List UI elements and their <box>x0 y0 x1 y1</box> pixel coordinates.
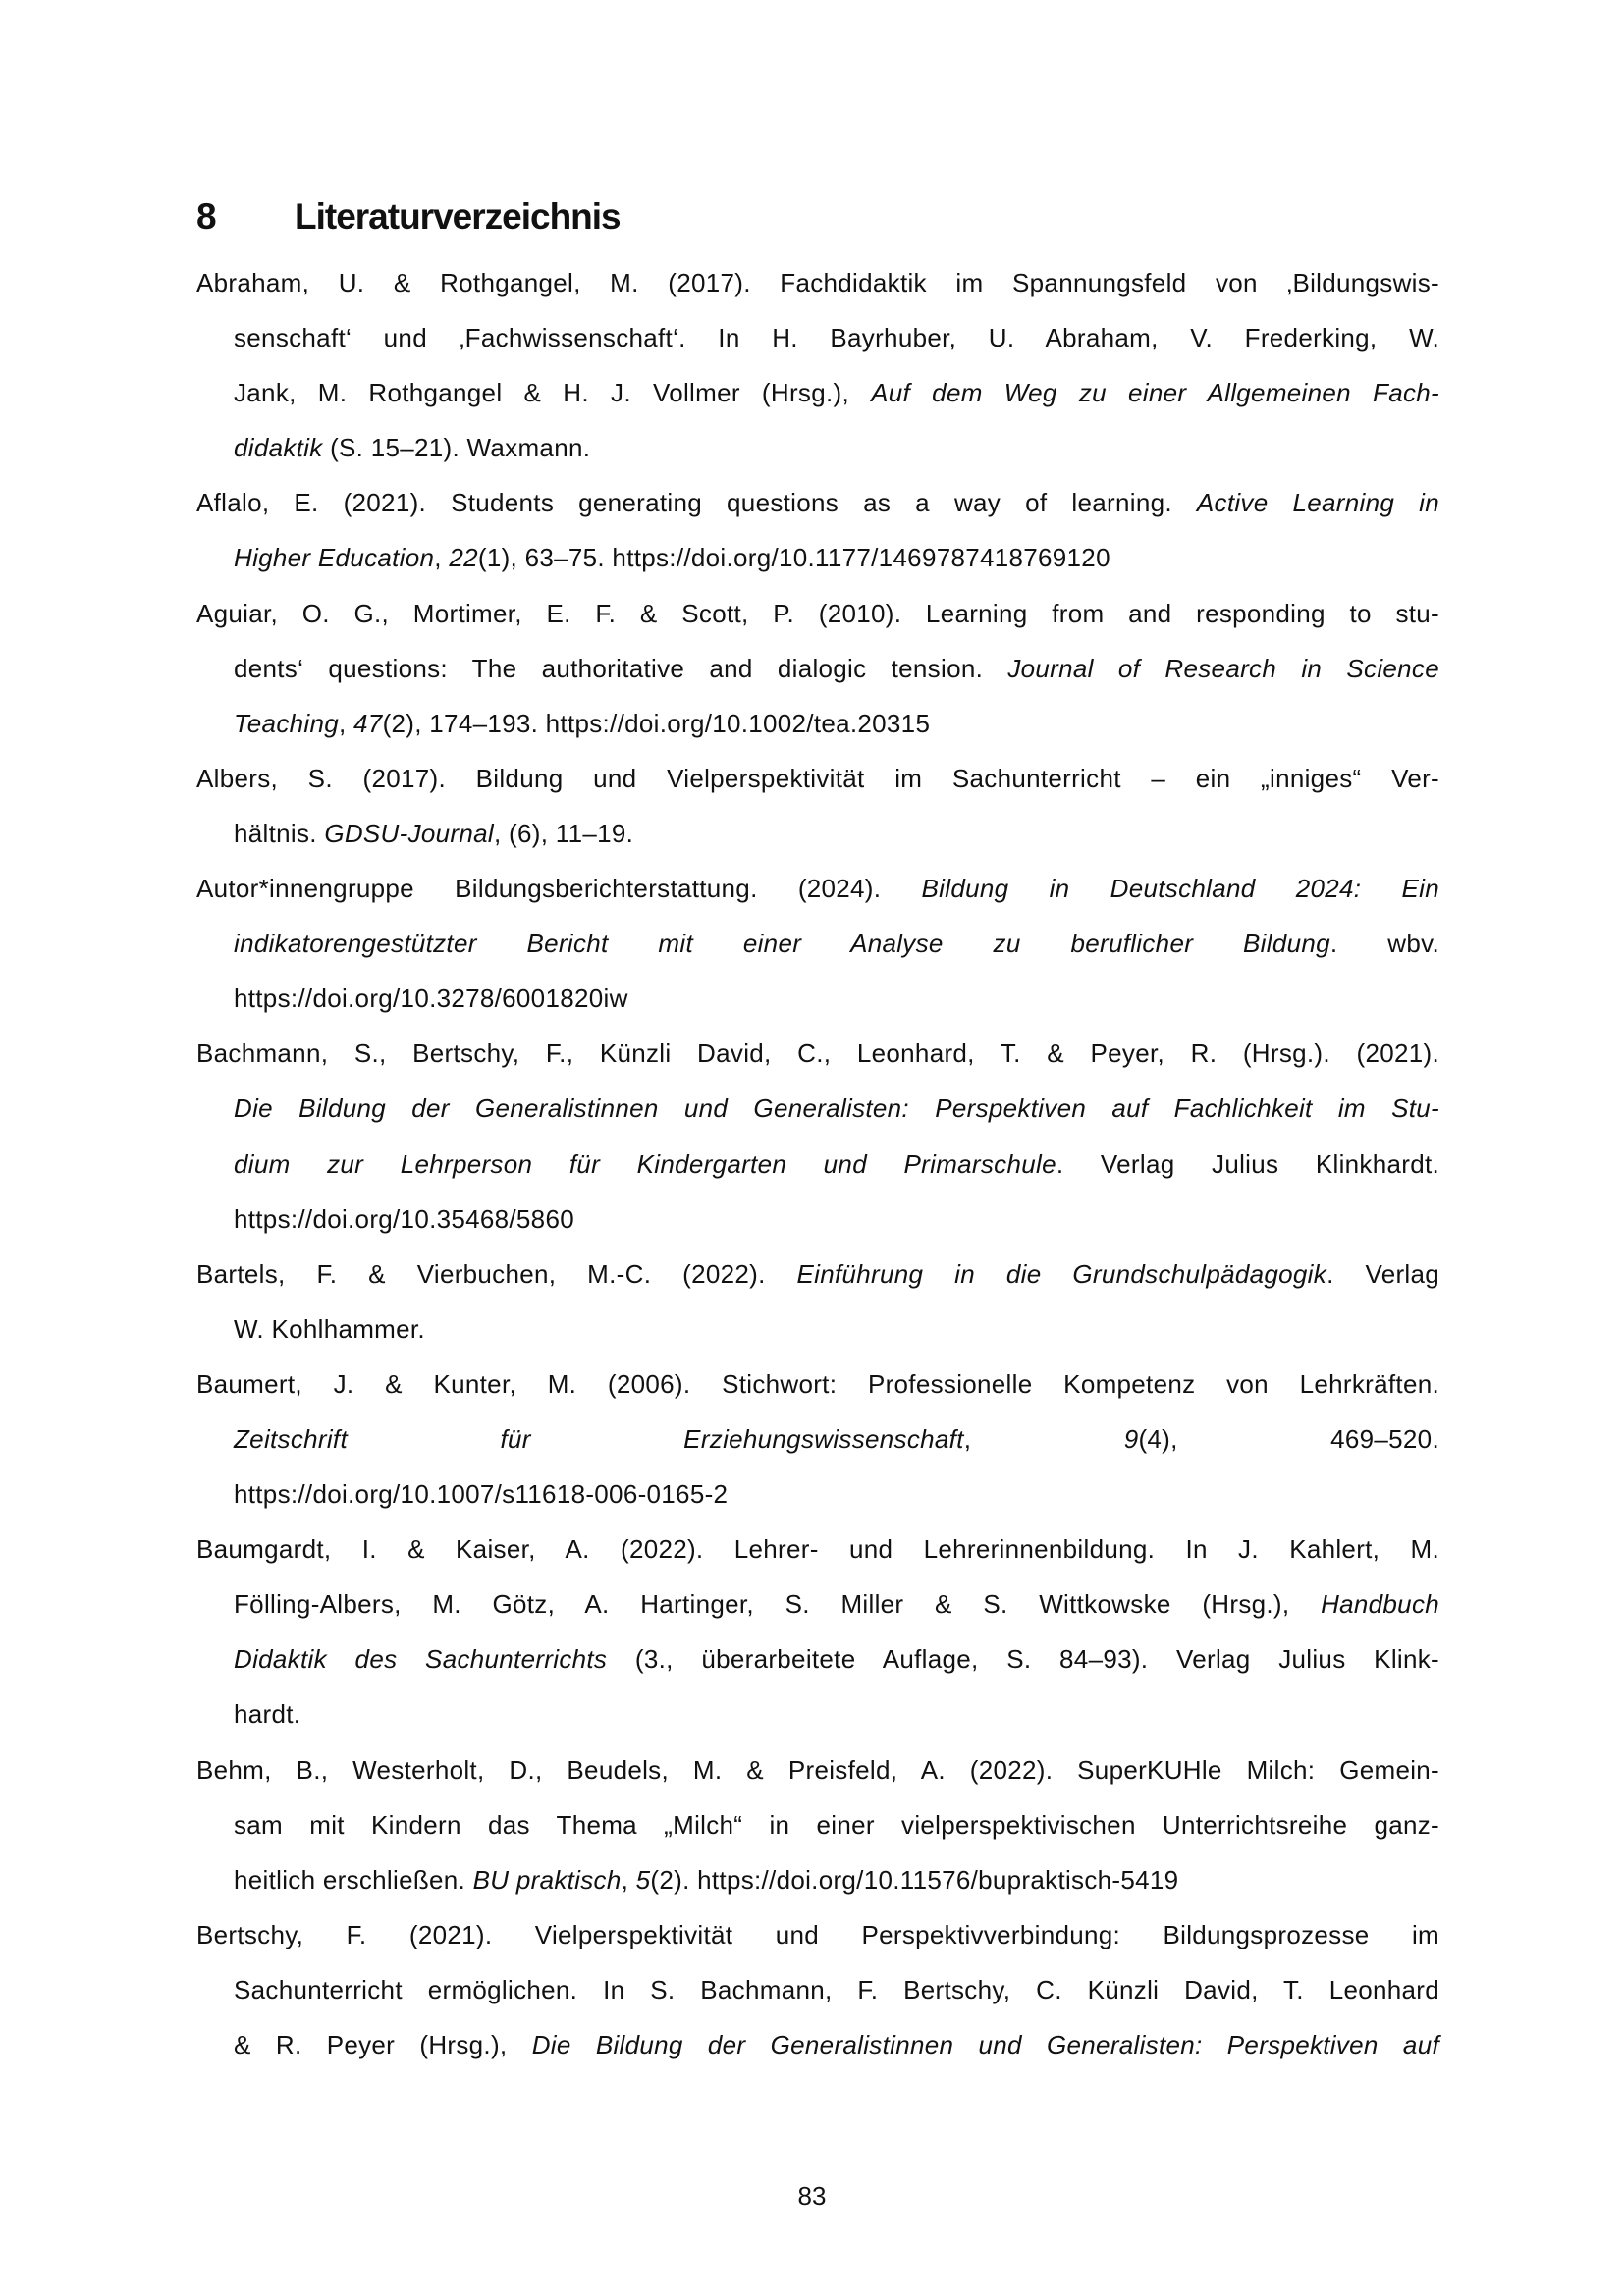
reference-text: Baumgardt, I. & Kaiser, A. (2022). Lehrer- und Lehrerinnenbildung. In J. Kahlert, M. <box>196 1534 1439 1565</box>
reference-text: Behm, B., Westerholt, D., Beudels, M. & Preisfeld, A. (2022). SuperKUHle Milch: Gemein- <box>196 1754 1439 1785</box>
reference-text: Albers, S. (2017). Bildung und Vielperspektivität im Sachunterricht – ein „inniges“ Ver- <box>196 763 1439 793</box>
reference-entry <box>196 861 1439 1026</box>
section-number: 8 <box>196 196 216 237</box>
reference-text: & R. Peyer (Hrsg.), <box>234 2030 532 2059</box>
reference-line <box>234 916 1439 971</box>
reference-entry <box>196 1522 1439 1741</box>
reference-line <box>234 1412 1439 1467</box>
italic-text: dium zur Lehrperson für Kindergarten und Primarschule <box>234 1148 1056 1179</box>
reference-line <box>234 1192 1439 1247</box>
reference-text: Aguiar, O. G., Mortimer, E. F. & Scott, P. (2010). Learning from and responding to stu- <box>196 598 1439 628</box>
reference-text: Bertschy, F. (2021). Vielperspektivität und Perspektivverbindung: Bildungsprozesse im <box>196 1919 1439 1949</box>
reference-entry <box>196 255 1439 475</box>
reference-line <box>234 1631 1439 1686</box>
reference-text: Bartels, F. & Vierbuchen, M.-C. (2022). <box>196 1258 797 1289</box>
reference-line <box>234 420 1439 475</box>
reference-text: hältnis. <box>234 818 325 848</box>
reference-text: Abraham, U. & Rothgangel, M. (2017). Fachdidaktik im Spannungsfeld von ‚Bildungswis- <box>196 268 1439 297</box>
reference-text: , (6), 11–19. <box>493 818 634 848</box>
reference-line <box>196 1522 1439 1576</box>
italic-text: Didaktik des Sachunterrichts <box>234 1644 608 1675</box>
reference-entry <box>196 1357 1439 1522</box>
reference-entry <box>196 475 1439 585</box>
italic-text: Journal of Research in Science <box>1007 653 1439 683</box>
reference-line <box>196 751 1439 806</box>
reference-text: W. Kohlhammer. <box>234 1313 425 1344</box>
italic-text: Handbuch <box>1321 1589 1439 1620</box>
reference-line <box>196 586 1439 641</box>
reference-text: . wbv. <box>1329 929 1439 959</box>
reference-line <box>234 1137 1439 1192</box>
reference-line <box>234 641 1439 696</box>
reference-line <box>196 1247 1439 1302</box>
reference-line <box>234 1852 1439 1907</box>
italic-text: Einführung in die Grundschulpädagogik <box>796 1258 1327 1289</box>
reference-text: , <box>338 708 354 738</box>
italic-text: Bildung in Deutschland 2024: Ein <box>921 874 1439 904</box>
reference-line <box>234 1576 1439 1631</box>
italic-text: 9 <box>1123 1423 1139 1454</box>
reference-list <box>196 255 1439 2072</box>
italic-text: Higher Education <box>234 543 435 573</box>
reference-text: (S. 15–21). Waxmann. <box>322 433 591 463</box>
reference-text: sam mit Kindern das Thema „Milch“ in einer vielperspektivischen Unterrichtsreihe ganz- <box>234 1809 1439 1840</box>
reference-line <box>234 1081 1439 1136</box>
reference-entry <box>196 1247 1439 1357</box>
reference-entry <box>196 751 1439 861</box>
italic-text: GDSU-Journal <box>324 818 494 848</box>
italic-text: BU praktisch <box>472 1864 622 1895</box>
italic-text: Zeitschrift für Erziehungswissenschaft <box>234 1423 964 1454</box>
reference-line <box>234 530 1439 585</box>
reference-line <box>234 1467 1439 1522</box>
reference-text: dents‘ questions: The authoritative and dialogic tension. <box>234 653 1008 683</box>
italic-text: 22 <box>449 543 478 573</box>
reference-entry <box>196 1026 1439 1246</box>
reference-line <box>234 365 1439 420</box>
reference-line <box>234 1686 1439 1741</box>
reference-text: Jank, M. Rothgangel & H. J. Vollmer (Hrsg.), <box>234 378 872 408</box>
reference-text: https://doi.org/10.3278/6001820iw <box>234 984 628 1014</box>
reference-entry <box>196 1907 1439 2072</box>
reference-line <box>196 1907 1439 1962</box>
reference-line <box>234 806 1439 861</box>
reference-entry <box>196 586 1439 751</box>
reference-text: . Verlag <box>1326 1258 1440 1289</box>
reference-text: Sachunterricht ermöglichen. In S. Bachmann, F. Bertschy, C. Künzli David, T. Leonhard <box>234 1974 1439 2004</box>
reference-text: Aflalo, E. (2021). Students generating questions as a way of learning. <box>196 488 1197 518</box>
reference-line <box>196 475 1439 530</box>
reference-line <box>234 696 1439 751</box>
reference-line <box>196 255 1439 310</box>
section-title: Literaturverzeichnis <box>295 196 621 237</box>
reference-text: Baumert, J. & Kunter, M. (2006). Stichwort: Professionelle Kompetenz von Lehrkräften. <box>196 1368 1439 1399</box>
reference-text: (4), 469–520. <box>1138 1423 1439 1454</box>
reference-entry <box>196 1742 1439 1907</box>
reference-line <box>234 310 1439 365</box>
reference-text: , <box>434 543 450 573</box>
italic-text: Teaching <box>234 708 339 738</box>
reference-line <box>234 1962 1439 2017</box>
page-number: 83 <box>797 2181 827 2211</box>
italic-text: Die Bildung der Generalistinnen und Generalisten: Perspektiven auf <box>531 2030 1439 2059</box>
reference-line <box>234 1797 1439 1852</box>
reference-text: https://doi.org/10.35468/5860 <box>234 1203 574 1234</box>
reference-text: (3., überarbeitete Auflage, S. 84–93). Verlag Julius Klink- <box>607 1644 1439 1675</box>
italic-text: 5 <box>635 1864 651 1895</box>
reference-text: (1), 63–75. https://doi.org/10.1177/1469787418769120 <box>477 543 1110 573</box>
reference-line <box>234 1302 1439 1357</box>
reference-line <box>234 2017 1439 2072</box>
reference-line <box>234 971 1439 1026</box>
reference-line <box>196 861 1439 916</box>
reference-text: (2), 174–193. https://doi.org/10.1002/tea.20315 <box>382 708 931 738</box>
italic-text: Auf dem Weg zu einer Allgemeinen Fach- <box>871 378 1439 408</box>
reference-text: Fölling-Albers, M. Götz, A. Hartinger, S. Miller & S. Wittkowske (Hrsg.), <box>234 1589 1322 1620</box>
reference-text: heitlich erschließen. <box>234 1864 473 1895</box>
reference-text: senschaft‘ und ‚Fachwissenschaft‘. In H. Bayrhuber, U. Abraham, V. Frederking, W. <box>234 323 1439 353</box>
reference-text: https://doi.org/10.1007/s11618-006-0165-2 <box>234 1479 729 1510</box>
reference-line <box>196 1026 1439 1081</box>
reference-text: Bachmann, S., Bertschy, F., Künzli David, C., Leonhard, T. & Peyer, R. (Hrsg.). (2021). <box>196 1039 1439 1069</box>
italic-text: Active Learning in <box>1196 488 1439 518</box>
italic-text: didaktik <box>234 433 323 463</box>
reference-text: , <box>963 1423 1124 1454</box>
italic-text: Die Bildung der Generalistinnen und Generalisten: Perspektiven auf Fachlichkeit im Stu- <box>234 1094 1439 1124</box>
italic-text: indikatorengestützter Bericht mit einer Analyse zu beruflicher Bildung <box>234 929 1330 959</box>
reference-line <box>196 1742 1439 1797</box>
reference-text: , <box>621 1864 636 1895</box>
italic-text: 47 <box>353 708 383 738</box>
reference-line <box>196 1357 1439 1412</box>
reference-text: Autor*innengruppe Bildungsberichterstattung. (2024). <box>196 874 922 904</box>
reference-text: . Verlag Julius Klinkhardt. <box>1056 1148 1440 1179</box>
reference-text: hardt. <box>234 1699 301 1730</box>
reference-text: (2). https://doi.org/10.11576/bupraktisch-5419 <box>650 1864 1179 1895</box>
